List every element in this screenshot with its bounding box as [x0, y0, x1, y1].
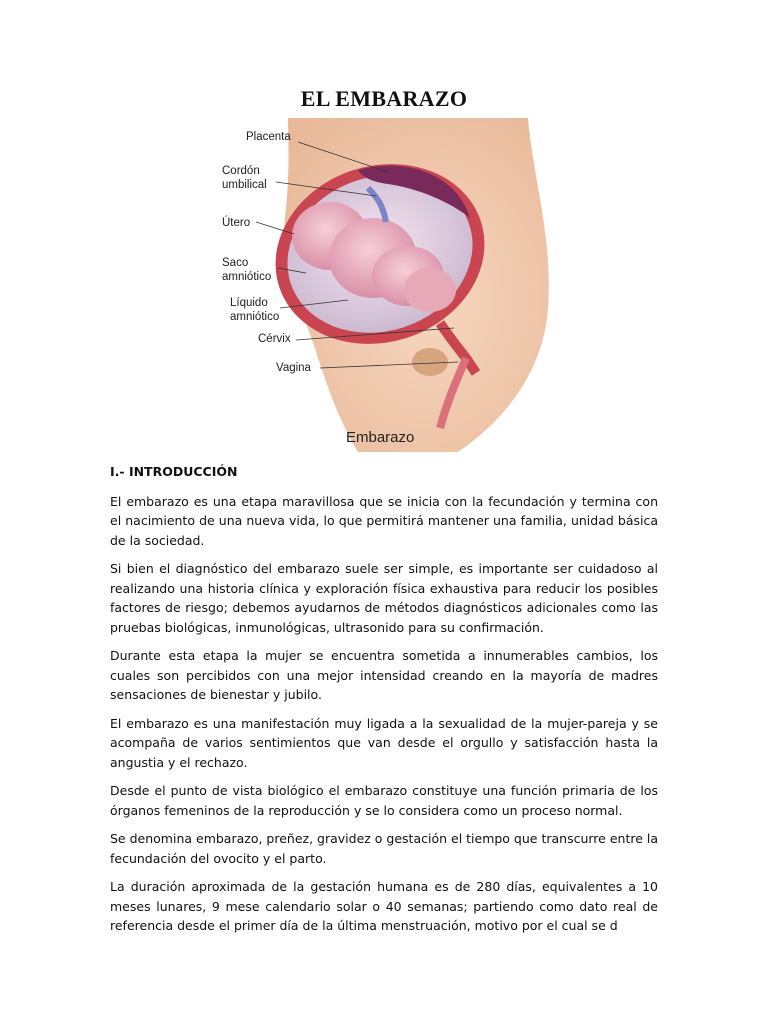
paragraph: El embarazo es una etapa maravillosa que se inicia con la fecundación y termina con el nacimiento de una nueva vida, lo que permitirá mantener una familia, unidad básica de la sociedad. [110, 493, 658, 548]
document-title: EL EMBARAZO [300, 86, 468, 111]
section-heading: I.- INTRODUCCIÓN [110, 464, 238, 479]
paragraph: Desde el punto de vista biológico el embarazo constituye una función primaria de los órganos femeninos de la reproducción y se lo considera como un proceso normal. [110, 783, 658, 818]
label-vagina: Vagina [276, 362, 311, 374]
label-saco-amniotico: Saco amniótico [222, 257, 272, 283]
paragraph: Si bien el diagnóstico del embarazo suele ser simple, es importante ser cuidadoso al realizando una historia clínica y exploración física exhaustiva para reducir los posibles factores de riesgo; debemos ayudarnos de métodos diagnósticos adicionales como las pruebas biológicas, inmunológicas, ultrasonido para su confirmación. [110, 561, 658, 635]
figure-caption: Embarazo [346, 429, 415, 446]
label-utero: Útero [222, 217, 251, 229]
paragraph: Durante esta etapa la mujer se encuentra sometida a innumerables cambios, los cuales son percibidos con una mejor intensidad creando en la mayoría de madres sensaciones de bienestar y jubilo. [110, 648, 658, 702]
label-placenta: Placenta [246, 131, 291, 143]
label-cordon-umbilical: Cordón umbilical [222, 165, 267, 191]
label-liquido-amniotico: Líquido amniótico [230, 297, 280, 323]
label-cervix: Cérvix [258, 333, 291, 345]
document-body [110, 462, 658, 945]
pregnancy-illustration [208, 118, 562, 452]
paragraph: La duración aproximada de la gestación humana es de 280 días, equivalentes a 10 meses lunares, 9 mese calendario solar o 40 semanas; partiendo como dato real de referencia desde el primer día de la última menstruación, motivo por el cual se d [110, 879, 658, 933]
paragraph: El embarazo es una manifestación muy ligada a la sexualidad de la mujer-pareja y se acompaña de varios sentimientos que van desde el orgullo y satisfacción hasta la angustia y el rechazo. [110, 715, 658, 770]
paragraph: Se denomina embarazo, preñez, gravidez o gestación el tiempo que transcurre entre la fecundación del ovocito y el parto. [110, 831, 659, 866]
